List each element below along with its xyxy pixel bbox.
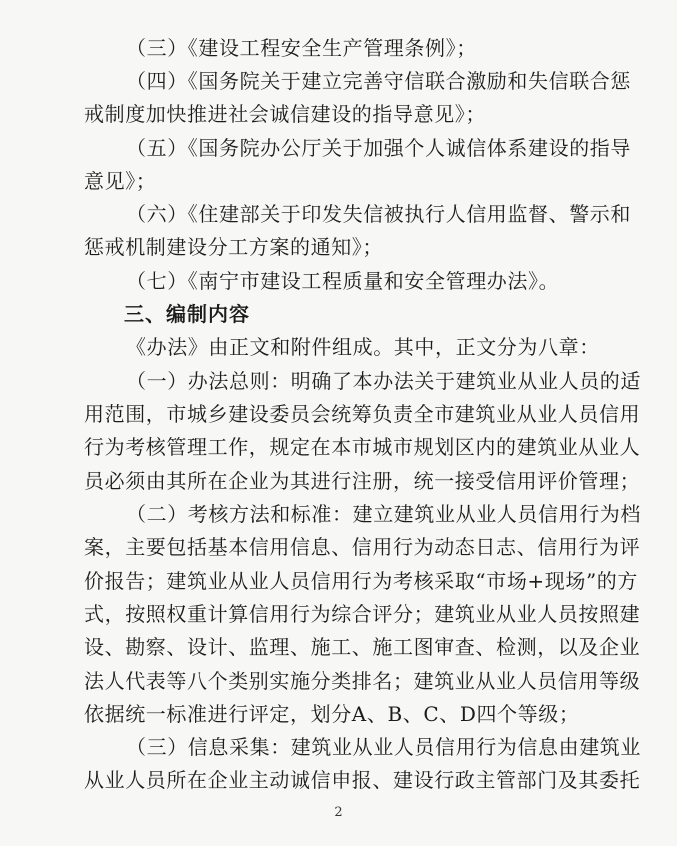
text-line-law-5-start: （五）《国务院办公厅关于加强个人诚信体系建设的指导	[126, 136, 631, 160]
text-line-law-6-end: 惩戒机制建设分工方案的通知》；	[84, 235, 383, 259]
page-number: 2	[334, 805, 343, 820]
section-heading: 三、编制内容	[124, 302, 250, 326]
text-line-chapter-3-start: （三）信息采集：建筑业从业人员信用行为信息由建筑业	[126, 735, 641, 759]
text-line-law-7: （七）《南宁市建设工程质量和安全管理办法》。	[126, 269, 560, 293]
text-line-chapter-2: 式，按照权重计算信用行为综合评分；建筑业从业人员按照建	[84, 602, 641, 626]
text-line-chapter-3: 从业人员所在企业主动诚信申报、建设行政主管部门及其委托	[84, 768, 641, 792]
text-line-chapter-2: 价报告；建筑业从业人员信用行为考核采取“市场+现场”的方	[84, 569, 639, 593]
text-line-chapter-2: 设、勘察、设计、监理、施工、施工图审查、检测，以及企业	[84, 635, 641, 659]
text-line-law-4-end: 戒制度加快推进社会诚信建设的指导意见》；	[84, 102, 486, 126]
text-line-chapter-1-start: （一）办法总则：明确了本办法关于建筑业从业人员的适	[126, 369, 641, 393]
text-line-chapter-1-end: 员必须由其所在企业为其进行注册，统一接受信用评价管理；	[84, 469, 641, 493]
text-line-law-5-end: 意见》；	[84, 169, 157, 193]
text-line-law-4-start: （四）《国务院关于建立完善守信联合激励和失信联合惩	[126, 69, 631, 93]
text-line-chapter-1: 行为考核管理工作，规定在本市城市规划区内的建筑业从业人	[84, 435, 641, 459]
text-line-law-6-start: （六）《住建部关于印发失信被执行人信用监督、警示和	[126, 202, 631, 226]
text-line-chapter-1: 用范围，市城乡建设委员会统筹负责全市建筑业从业人员信用	[84, 402, 641, 426]
text-line-chapter-2-start: （二）考核方法和标准：建立建筑业从业人员信用行为档	[126, 502, 641, 526]
text-line-law-3: （三）《建设工程安全生产管理条例》；	[126, 36, 477, 60]
text-line-chapter-2: 案，主要包括基本信用信息、信用行为动态日志、信用行为评	[84, 535, 641, 559]
text-line-chapter-2: 法人代表等八个类别实施分类排名；建筑业从业人员信用等级	[84, 669, 641, 693]
text-line-chapter-2-end: 依据统一标准进行评定，划分A、B、C、D四个等级；	[84, 702, 580, 726]
text-line-intro: 《办法》由正文和附件组成。其中，正文分为八章：	[126, 335, 600, 359]
